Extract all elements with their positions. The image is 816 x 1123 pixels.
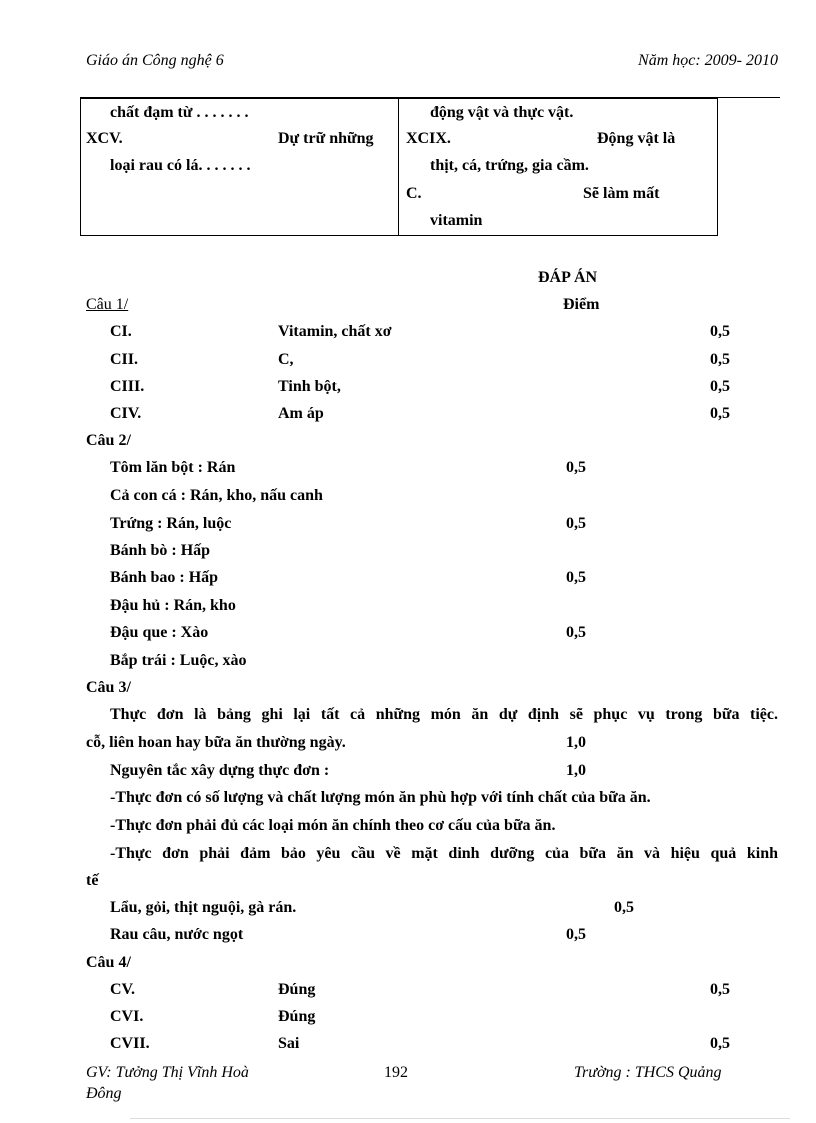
q1-row-2-text: C, xyxy=(278,351,294,368)
question-4-label: Câu 4/ xyxy=(86,954,131,971)
q1-row-2-num: CII. xyxy=(110,351,139,368)
q3-bullet-3-line-2: tế xyxy=(86,872,99,889)
table-right-cell-4-text: Sẽ làm mất xyxy=(583,185,660,202)
q1-row-1-text: Vitamin, chất xơ xyxy=(278,323,392,340)
q4-row-3-num: CVII. xyxy=(110,1035,150,1052)
q3-principle-heading: Nguyên tắc xây dựng thực đơn : xyxy=(110,762,330,779)
table-right-cell-3: thịt, cá, trứng, gia cầm. xyxy=(430,157,589,174)
q3-bullet-2: -Thực đơn phải đủ các loại món ăn chính theo cơ cấu của bữa ăn. xyxy=(110,817,556,834)
table-right-cell-4-num: C. xyxy=(406,185,422,202)
q3-extra-1-score: 0,5 xyxy=(614,899,634,916)
q3-definition-line-2: cỗ, liên hoan hay bữa ăn thường ngày. xyxy=(86,734,346,751)
q4-row-3-score: 0,5 xyxy=(710,1035,730,1052)
q3-extra-1: Lẩu, gỏi, thịt nguội, gà rán. xyxy=(110,899,297,916)
table-divider xyxy=(398,98,399,236)
q2-row-3-text: Trứng : Rán, luộc xyxy=(110,515,232,532)
table-left-cell-1: chất đạm từ . . . . . . . xyxy=(110,104,249,121)
table-right-cell-2-num: XCIX. xyxy=(406,130,451,147)
q1-row-1-num: CI. xyxy=(110,323,132,340)
q2-row-8-text: Bắp trái : Luộc, xào xyxy=(110,652,247,669)
q4-row-1-text: Đúng xyxy=(278,981,316,998)
q1-row-3-score: 0,5 xyxy=(710,378,730,395)
footer-rule xyxy=(130,1118,790,1119)
question-2-label: Câu 2/ xyxy=(86,432,131,449)
table-right-cell-5: vitamin xyxy=(430,212,483,229)
q3-extra-2-score: 0,5 xyxy=(566,926,586,943)
answer-key-title: ĐÁP ÁN xyxy=(538,269,598,286)
q1-row-3-text: Tinh bột, xyxy=(278,378,341,395)
table-left-cell-2-text: Dự trữ những xyxy=(278,130,374,147)
q2-row-5-score: 0,5 xyxy=(566,569,586,586)
q4-row-2-num: CVI. xyxy=(110,1008,144,1025)
header-school-year: Năm học: 2009- 2010 xyxy=(638,52,778,69)
question-1-label: Câu 1/ xyxy=(86,296,129,313)
q2-row-7-score: 0,5 xyxy=(566,624,586,641)
q2-row-5-text: Bánh bao : Hấp xyxy=(110,569,219,586)
q2-row-7-text: Đậu que : Xào xyxy=(110,624,209,641)
q3-definition-score: 1,0 xyxy=(566,734,586,751)
q4-row-3-text: Sai xyxy=(278,1035,300,1052)
q2-row-1-text: Tôm lăn bột : Rán xyxy=(110,459,236,476)
q3-bullet-1: -Thực đơn có số lượng và chất lượng món ăn phù hợp với tính chất của bữa ăn. xyxy=(110,789,651,806)
table-right-cell-2-text: Động vật là xyxy=(597,130,676,147)
footer-page-number: 192 xyxy=(384,1064,408,1081)
q1-row-3-num: CIII. xyxy=(110,378,145,395)
q3-extra-2: Rau câu, nước ngọt xyxy=(110,926,244,943)
q4-row-1-num: CV. xyxy=(110,981,136,998)
q2-row-3-score: 0,5 xyxy=(566,515,586,532)
q1-row-2-score: 0,5 xyxy=(710,351,730,368)
score-header: Điểm xyxy=(563,296,600,313)
q4-row-2-text: Đúng xyxy=(278,1008,316,1025)
footer-teacher-continued: Đông xyxy=(86,1085,122,1102)
header-subject: Giáo án Công nghệ 6 xyxy=(86,52,224,69)
q1-row-1-score: 0,5 xyxy=(710,323,730,340)
q3-definition-line-1: Thực đơn là bảng ghi lại tất cả những món ăn dự định sẽ phục vụ trong bữa tiệc. xyxy=(110,706,778,723)
q1-row-4-num: CIV. xyxy=(110,405,142,422)
q1-row-4-score: 0,5 xyxy=(710,405,730,422)
table-right-cell-1: động vật và thực vật. xyxy=(430,104,574,121)
q4-row-1-score: 0,5 xyxy=(710,981,730,998)
footer-school: Trường : THCS Quảng xyxy=(574,1064,722,1081)
q3-bullet-3-line-1: -Thực đơn phải đảm bảo yêu cầu về mặt dinh dưỡng của bữa ăn và hiệu quả kinh xyxy=(110,845,778,862)
question-3-label: Câu 3/ xyxy=(86,679,131,696)
q2-row-1-score: 0,5 xyxy=(566,459,586,476)
q3-principle-score: 1,0 xyxy=(566,762,586,779)
footer-teacher: GV: Tưởng Thị Vĩnh Hoà xyxy=(86,1064,249,1081)
q1-row-4-text: Am áp xyxy=(278,405,324,422)
q2-row-6-text: Đậu hủ : Rán, kho xyxy=(110,597,236,614)
q2-row-4-text: Bánh bò : Hấp xyxy=(110,542,211,559)
q2-row-2-text: Cả con cá : Rán, kho, nấu canh xyxy=(110,487,323,504)
table-left-cell-3: loại rau có lá. . . . . . . xyxy=(110,157,251,174)
table-left-cell-2-num: XCV. xyxy=(86,130,123,147)
